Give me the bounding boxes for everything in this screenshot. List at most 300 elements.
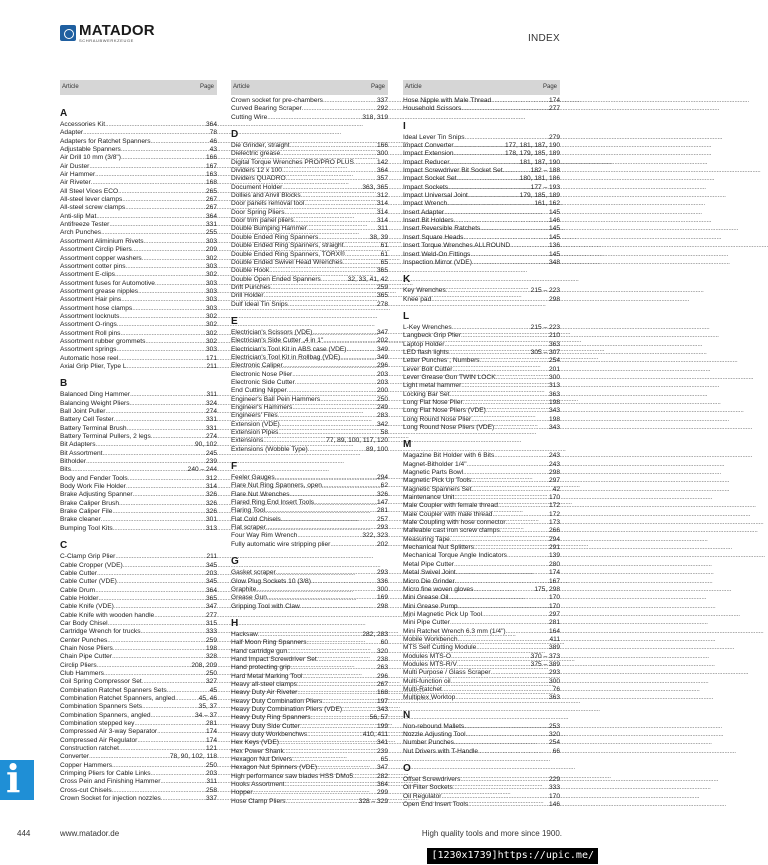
entry-name: Half Moon Ring Spanners bbox=[231, 639, 307, 647]
index-entry[interactable] bbox=[231, 225, 388, 233]
index-entry[interactable] bbox=[60, 221, 217, 229]
index-entry[interactable] bbox=[403, 217, 560, 225]
index-entry[interactable] bbox=[231, 167, 388, 175]
index-entry[interactable] bbox=[403, 357, 560, 365]
entry-name: Brake Caliper File bbox=[60, 508, 113, 516]
index-entry[interactable] bbox=[231, 569, 388, 577]
index-entry[interactable] bbox=[231, 773, 388, 781]
index-entry[interactable] bbox=[231, 764, 388, 772]
entry-name: Cable Cutter bbox=[60, 569, 98, 577]
index-entry[interactable] bbox=[231, 354, 388, 362]
index-entry[interactable] bbox=[60, 795, 217, 803]
index-entry[interactable] bbox=[403, 142, 560, 150]
index-entry[interactable] bbox=[60, 196, 217, 204]
index-entry[interactable] bbox=[403, 469, 560, 477]
index-entry[interactable] bbox=[231, 723, 388, 731]
index-entry[interactable] bbox=[231, 648, 388, 656]
entry-page: 302 bbox=[205, 329, 217, 337]
info-icon: i bbox=[6, 756, 21, 801]
index-entry[interactable] bbox=[231, 689, 388, 697]
index-entry[interactable] bbox=[231, 346, 388, 354]
index-entry[interactable] bbox=[231, 251, 388, 259]
index-entry[interactable] bbox=[60, 121, 217, 129]
index-entry[interactable] bbox=[231, 276, 388, 284]
index-entry[interactable] bbox=[403, 784, 560, 792]
index-entry[interactable] bbox=[403, 628, 560, 636]
index-entry[interactable] bbox=[403, 594, 560, 602]
index-entry[interactable] bbox=[403, 366, 560, 374]
index-entry[interactable] bbox=[403, 653, 560, 661]
index-entry[interactable] bbox=[403, 611, 560, 619]
index-entry[interactable] bbox=[403, 527, 560, 535]
entry-page: 313 bbox=[548, 382, 560, 390]
index-entry[interactable] bbox=[231, 217, 388, 225]
index-entry[interactable] bbox=[231, 706, 388, 714]
index-entry[interactable] bbox=[60, 280, 217, 288]
index-entry[interactable] bbox=[403, 669, 560, 677]
entry-page: 348 bbox=[548, 258, 560, 266]
index-entry[interactable] bbox=[403, 536, 560, 544]
index-entry[interactable] bbox=[60, 188, 217, 196]
index-entry[interactable] bbox=[231, 242, 388, 250]
index-entry[interactable] bbox=[60, 408, 217, 416]
index-entry[interactable] bbox=[60, 246, 217, 254]
index-entry[interactable] bbox=[403, 544, 560, 552]
index-entry[interactable] bbox=[60, 491, 217, 499]
index-entry[interactable] bbox=[60, 355, 217, 363]
entry-name: Automatic hose reel bbox=[60, 354, 119, 362]
index-entry[interactable] bbox=[231, 664, 388, 672]
index-entry[interactable] bbox=[403, 259, 560, 267]
index-entry[interactable] bbox=[403, 731, 560, 739]
index-entry[interactable] bbox=[403, 494, 560, 502]
index-entry[interactable] bbox=[60, 466, 217, 474]
index-entry[interactable] bbox=[231, 499, 388, 507]
index-entry[interactable] bbox=[403, 678, 560, 686]
entry-name: Battery Terminal Pullers, 2 legs bbox=[60, 433, 151, 441]
dot-leader bbox=[105, 408, 206, 416]
dot-leader bbox=[491, 669, 549, 677]
index-entry[interactable] bbox=[60, 787, 217, 795]
index-entry[interactable] bbox=[403, 167, 560, 175]
index-entry[interactable] bbox=[60, 712, 217, 720]
entry-name: Knee pad bbox=[403, 295, 432, 303]
index-entry[interactable] bbox=[403, 105, 560, 113]
index-entry[interactable] bbox=[231, 748, 388, 756]
index-entry[interactable] bbox=[403, 225, 560, 233]
index-entry[interactable] bbox=[60, 179, 217, 187]
entry-name: Converter bbox=[60, 753, 89, 761]
index-entry[interactable] bbox=[60, 737, 217, 745]
index-entry[interactable] bbox=[60, 745, 217, 753]
index-entry[interactable] bbox=[60, 321, 217, 329]
index-entry[interactable] bbox=[403, 694, 560, 702]
index-entry[interactable] bbox=[231, 731, 388, 739]
index-entry[interactable] bbox=[231, 362, 388, 370]
index-entry[interactable] bbox=[231, 603, 388, 611]
entry-page: 136 bbox=[548, 242, 560, 250]
index-entry[interactable] bbox=[231, 532, 388, 540]
dot-leader bbox=[454, 561, 549, 569]
index-entry[interactable] bbox=[403, 452, 560, 460]
index-entry[interactable] bbox=[60, 612, 217, 620]
index-entry[interactable] bbox=[231, 329, 388, 337]
index-entry[interactable] bbox=[60, 450, 217, 458]
brand-logo bbox=[60, 23, 220, 45]
index-entry[interactable] bbox=[403, 569, 560, 577]
index-entry[interactable] bbox=[60, 146, 217, 154]
index-entry[interactable] bbox=[231, 631, 388, 639]
index-entry[interactable] bbox=[60, 595, 217, 603]
index-entry[interactable] bbox=[403, 552, 560, 560]
dot-leader bbox=[466, 731, 549, 739]
index-entry[interactable] bbox=[231, 491, 388, 499]
index-entry[interactable] bbox=[231, 474, 388, 482]
index-entry[interactable] bbox=[231, 387, 388, 395]
index-entry[interactable] bbox=[60, 653, 217, 661]
dot-leader bbox=[283, 362, 377, 370]
index-entry[interactable] bbox=[231, 681, 388, 689]
index-entry[interactable] bbox=[60, 508, 217, 516]
column-header-article: Article bbox=[405, 84, 422, 90]
index-entry[interactable] bbox=[231, 756, 388, 764]
entry-name: Magnet-Bitholder 1/4" bbox=[403, 460, 467, 468]
index-entry[interactable] bbox=[403, 209, 560, 217]
index-entry[interactable] bbox=[231, 437, 388, 445]
entry-name: Lever Grease Gun TWIN LOCK bbox=[403, 373, 496, 381]
index-entry[interactable] bbox=[403, 661, 560, 669]
index-entry[interactable] bbox=[403, 502, 560, 510]
dot-leader bbox=[285, 209, 377, 217]
index-entry[interactable] bbox=[231, 175, 388, 183]
index-entry[interactable] bbox=[403, 416, 560, 424]
index-entry[interactable] bbox=[231, 524, 388, 532]
index-entry[interactable] bbox=[60, 562, 217, 570]
index-entry[interactable] bbox=[231, 150, 388, 158]
entry-name: C-Clamp Grip Plier bbox=[60, 553, 116, 561]
index-entry[interactable] bbox=[60, 628, 217, 636]
index-entry[interactable] bbox=[403, 619, 560, 627]
entry-name: Combination Spanners, angled bbox=[60, 711, 151, 719]
index-entry[interactable] bbox=[60, 288, 217, 296]
index-entry[interactable] bbox=[231, 371, 388, 379]
entry-page: 293 bbox=[376, 569, 388, 577]
entry-page: 297 bbox=[548, 477, 560, 485]
index-entry[interactable] bbox=[60, 645, 217, 653]
index-entry[interactable] bbox=[231, 798, 388, 806]
index-entry[interactable] bbox=[403, 686, 560, 694]
entry-name: Graphite bbox=[231, 585, 257, 593]
index-entry[interactable] bbox=[403, 519, 560, 527]
dot-leader bbox=[112, 787, 206, 795]
index-entry[interactable] bbox=[403, 287, 560, 295]
index-entry[interactable] bbox=[60, 525, 217, 533]
entry-page: 177 – 193 bbox=[530, 183, 560, 191]
index-entry[interactable] bbox=[403, 578, 560, 586]
dot-leader bbox=[86, 458, 206, 466]
index-entry[interactable] bbox=[403, 477, 560, 485]
entry-page: 178, 179, 185, 189 bbox=[505, 150, 560, 158]
dot-leader bbox=[151, 138, 210, 146]
entry-page: 311 bbox=[206, 391, 217, 399]
index-entry[interactable] bbox=[60, 620, 217, 628]
index-entry[interactable] bbox=[60, 416, 217, 424]
index-entry[interactable] bbox=[403, 461, 560, 469]
entry-page: 311 bbox=[206, 778, 217, 786]
index-entry[interactable] bbox=[403, 486, 560, 494]
index-entry[interactable] bbox=[60, 603, 217, 611]
info-tab bbox=[0, 756, 34, 801]
index-entry[interactable] bbox=[231, 714, 388, 722]
entry-page: 146 bbox=[548, 217, 560, 225]
index-entry[interactable] bbox=[231, 507, 388, 515]
dot-leader bbox=[313, 329, 377, 337]
index-entry[interactable] bbox=[231, 192, 388, 200]
index-entry[interactable] bbox=[60, 129, 217, 137]
dot-leader bbox=[275, 474, 377, 482]
index-entry[interactable] bbox=[403, 175, 560, 183]
index-entry[interactable] bbox=[403, 793, 560, 801]
index-entry[interactable] bbox=[60, 500, 217, 508]
index-entry[interactable] bbox=[60, 204, 217, 212]
index-entry[interactable] bbox=[231, 209, 388, 217]
index-entry[interactable] bbox=[60, 720, 217, 728]
index-entry[interactable] bbox=[231, 739, 388, 747]
index-entry[interactable] bbox=[60, 578, 217, 586]
index-entry[interactable] bbox=[60, 483, 217, 491]
index-entry[interactable] bbox=[403, 184, 560, 192]
entry-name: Hacksaw bbox=[231, 630, 258, 638]
index-entry[interactable] bbox=[60, 670, 217, 678]
index-entry[interactable] bbox=[231, 781, 388, 789]
index-entry[interactable] bbox=[60, 171, 217, 179]
index-entry[interactable] bbox=[231, 673, 388, 681]
index-entry[interactable] bbox=[231, 105, 388, 113]
dot-leader bbox=[292, 756, 380, 764]
index-entry[interactable] bbox=[403, 374, 560, 382]
index-entry[interactable] bbox=[403, 97, 560, 105]
index-entry[interactable] bbox=[60, 587, 217, 595]
index-entry[interactable] bbox=[403, 424, 560, 432]
entry-page: 211 bbox=[206, 553, 217, 561]
index-entry[interactable] bbox=[403, 391, 560, 399]
index-entry[interactable] bbox=[60, 363, 217, 371]
index-entry[interactable] bbox=[231, 284, 388, 292]
index-entry[interactable] bbox=[231, 639, 388, 647]
index-entry[interactable] bbox=[403, 511, 560, 519]
index-entry[interactable] bbox=[60, 238, 217, 246]
entry-name: Heavy Duty Air Riveter bbox=[231, 689, 298, 697]
entry-page: 370 – 373 bbox=[530, 652, 560, 660]
dot-leader bbox=[486, 407, 549, 415]
index-entry[interactable] bbox=[231, 412, 388, 420]
index-entry[interactable] bbox=[60, 400, 217, 408]
dot-leader bbox=[281, 516, 377, 524]
index-entry[interactable] bbox=[60, 296, 217, 304]
index-entry[interactable] bbox=[231, 482, 388, 490]
index-entry[interactable] bbox=[403, 382, 560, 390]
index-entry[interactable] bbox=[231, 396, 388, 404]
index-entry[interactable] bbox=[403, 739, 560, 747]
index-entry[interactable] bbox=[231, 594, 388, 602]
dot-leader bbox=[457, 175, 520, 183]
index-entry[interactable] bbox=[60, 703, 217, 711]
index-entry[interactable] bbox=[60, 305, 217, 313]
index-entry[interactable] bbox=[231, 267, 388, 275]
entry-name: Multi-Ratchet bbox=[403, 685, 442, 693]
index-entry[interactable] bbox=[60, 213, 217, 221]
index-entry[interactable] bbox=[231, 656, 388, 664]
index-entry[interactable] bbox=[403, 723, 560, 731]
index-entry[interactable] bbox=[60, 687, 217, 695]
entry-page: 215 – 223 bbox=[530, 323, 560, 331]
index-entry[interactable] bbox=[231, 200, 388, 208]
dot-leader bbox=[112, 762, 206, 770]
index-entry[interactable] bbox=[231, 301, 388, 309]
dot-leader bbox=[307, 639, 381, 647]
entry-name: Heavy duty Workbenchws bbox=[231, 731, 308, 738]
index-entry[interactable] bbox=[231, 586, 388, 594]
index-entry[interactable] bbox=[60, 770, 217, 778]
index-entry[interactable] bbox=[60, 163, 217, 171]
index-entry[interactable] bbox=[231, 142, 388, 150]
dot-leader bbox=[101, 229, 206, 237]
index-entry[interactable] bbox=[403, 324, 560, 332]
entry-name: End Cutting Nipper bbox=[231, 387, 287, 395]
index-entry[interactable] bbox=[60, 441, 217, 449]
index-entry[interactable] bbox=[403, 644, 560, 652]
index-entry[interactable] bbox=[403, 234, 560, 242]
dot-leader bbox=[161, 795, 206, 803]
entry-page: 199 bbox=[376, 722, 388, 730]
index-entry[interactable] bbox=[231, 789, 388, 797]
index-entry[interactable] bbox=[231, 429, 388, 437]
index-entry[interactable] bbox=[60, 425, 217, 433]
index-entry[interactable] bbox=[403, 341, 560, 349]
entry-page: 62 bbox=[380, 482, 388, 490]
index-entry[interactable] bbox=[60, 678, 217, 686]
website-link[interactable]: www.matador.de bbox=[60, 829, 120, 838]
index-entry[interactable] bbox=[403, 801, 560, 809]
index-entry[interactable] bbox=[231, 337, 388, 345]
index-entry[interactable] bbox=[403, 586, 560, 594]
index-entry[interactable] bbox=[231, 97, 388, 105]
index-entry[interactable] bbox=[403, 251, 560, 259]
index-entry[interactable] bbox=[403, 159, 560, 167]
entry-name: Extension (VDE) bbox=[231, 420, 280, 428]
index-entry[interactable] bbox=[60, 229, 217, 237]
index-entry[interactable] bbox=[403, 150, 560, 158]
dot-leader bbox=[461, 332, 549, 340]
entry-page: 364 bbox=[205, 586, 217, 594]
index-entry[interactable] bbox=[403, 332, 560, 340]
index-entry[interactable] bbox=[60, 637, 217, 645]
index-entry[interactable] bbox=[231, 446, 388, 454]
index-entry[interactable] bbox=[231, 698, 388, 706]
index-entry[interactable] bbox=[403, 192, 560, 200]
index-entry[interactable] bbox=[403, 296, 560, 304]
index-entry[interactable] bbox=[60, 695, 217, 703]
entry-page: 318, 319 bbox=[362, 113, 388, 121]
entry-name: Assortment locknuts bbox=[60, 312, 120, 320]
index-entry[interactable] bbox=[60, 263, 217, 271]
dot-leader bbox=[464, 723, 549, 731]
index-entry[interactable] bbox=[60, 475, 217, 483]
index-entry[interactable] bbox=[60, 553, 217, 561]
index-entry[interactable] bbox=[403, 200, 560, 208]
index-entry[interactable] bbox=[231, 541, 388, 549]
index-entry[interactable] bbox=[231, 379, 388, 387]
index-entry[interactable] bbox=[60, 154, 217, 162]
index-entry[interactable] bbox=[231, 234, 388, 242]
index-entry[interactable] bbox=[60, 778, 217, 786]
index-entry[interactable] bbox=[231, 578, 388, 586]
index-entry[interactable] bbox=[60, 570, 217, 578]
index-entry[interactable] bbox=[231, 516, 388, 524]
index-entry[interactable] bbox=[403, 349, 560, 357]
index-entry[interactable] bbox=[403, 242, 560, 250]
section-letter: O bbox=[403, 763, 411, 775]
index-entry[interactable] bbox=[60, 330, 217, 338]
index-entry[interactable] bbox=[60, 728, 217, 736]
index-entry[interactable] bbox=[231, 259, 388, 267]
entry-name: Magnetic Pick Up Tools bbox=[403, 477, 472, 485]
entry-page: 347 bbox=[205, 603, 217, 611]
index-entry[interactable] bbox=[403, 561, 560, 569]
index-entry[interactable] bbox=[403, 134, 560, 142]
index-entry[interactable] bbox=[231, 292, 388, 300]
dot-leader bbox=[302, 673, 377, 681]
index-entry[interactable] bbox=[60, 458, 217, 466]
entry-page: 239 bbox=[376, 747, 388, 755]
index-entry[interactable] bbox=[403, 748, 560, 756]
entry-name: Assortment grease nipples bbox=[60, 287, 139, 295]
index-entry[interactable] bbox=[231, 184, 388, 192]
entry-name: Bit Assortment bbox=[60, 449, 103, 457]
dot-leader bbox=[71, 466, 188, 474]
index-entry[interactable] bbox=[403, 603, 560, 611]
index-entry[interactable] bbox=[60, 433, 217, 441]
entry-name: Flaring Tool bbox=[231, 507, 265, 515]
index-entry[interactable] bbox=[60, 271, 217, 279]
index-entry[interactable] bbox=[231, 114, 388, 122]
index-entry[interactable] bbox=[60, 346, 217, 354]
index-entry[interactable] bbox=[403, 399, 560, 407]
entry-name: Air Riveter bbox=[60, 179, 91, 187]
index-entry[interactable] bbox=[60, 662, 217, 670]
index-entry[interactable] bbox=[231, 159, 388, 167]
index-entry[interactable] bbox=[60, 313, 217, 321]
index-entry[interactable] bbox=[60, 762, 217, 770]
dot-leader bbox=[342, 706, 377, 714]
index-entry[interactable] bbox=[60, 753, 217, 761]
entry-name: Construction ratchet bbox=[60, 745, 120, 753]
index-entry[interactable] bbox=[60, 138, 217, 146]
index-entry[interactable] bbox=[231, 404, 388, 412]
index-entry[interactable] bbox=[60, 255, 217, 263]
entry-page: 302 bbox=[205, 271, 217, 279]
index-entry[interactable] bbox=[403, 407, 560, 415]
entry-name: Extension Pipes bbox=[231, 429, 279, 437]
index-entry[interactable] bbox=[231, 421, 388, 429]
index-entry[interactable] bbox=[60, 338, 217, 346]
index-entry[interactable] bbox=[403, 776, 560, 784]
entry-name: Dividers QUADRO bbox=[231, 175, 286, 183]
index-entry[interactable] bbox=[403, 636, 560, 644]
index-entry[interactable] bbox=[60, 391, 217, 399]
entry-page: 121 bbox=[205, 745, 217, 753]
index-entry[interactable] bbox=[60, 516, 217, 524]
